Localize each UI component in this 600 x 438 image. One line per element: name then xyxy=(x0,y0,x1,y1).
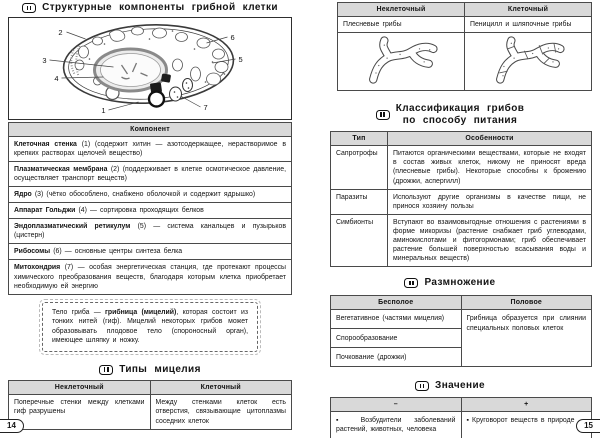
table-row xyxy=(331,309,592,328)
label-4: 4 xyxy=(54,73,59,83)
label-3: 3 xyxy=(42,55,47,65)
label-6: 6 xyxy=(230,32,235,42)
component-term: Митохондрия xyxy=(14,264,61,272)
saprotrophs-details: Питаются органическими веществами, которые не входят в состав живых клеток, никому не приносят вреда (плесневые грибы). Некоторые способны к брожению (дрожжи, аспергилл) xyxy=(388,146,592,189)
asexual-sporulation: Спорообразование xyxy=(331,329,462,348)
type-saprotrophs: Сапротрофы xyxy=(331,146,388,189)
col-asexual: Бесполое xyxy=(331,295,462,309)
hypha-nonseptate-illustration xyxy=(345,35,457,85)
negative-significance: ▪ Возбудители заболеваний растений, животных, человека xyxy=(331,411,462,438)
component-term: Клеточная стенка xyxy=(14,140,77,148)
cellular-example: Пеницилл и шляпочные грибы xyxy=(465,17,592,33)
table-row xyxy=(338,33,592,91)
type-parasites: Паразиты xyxy=(331,189,388,214)
noncellular-example: Плесневые грибы xyxy=(338,17,465,33)
label-5: 5 xyxy=(238,54,243,64)
table-row xyxy=(331,146,592,189)
table-header-row xyxy=(331,397,592,411)
table-row xyxy=(9,395,292,429)
note-text: , которая состоит из тонких нитей (гиф). Мицелий некоторых грибов может образовывать плодовое тело (спороносный орган), имеющее шляпку и ножку. xyxy=(52,308,249,345)
symbionts-details: Вступают во взаимовыгодные отношения с растениями в форме микоризы (растение снабжает гриб углеводами, аминокислотами и фитогормонами; гриб обеспечивает растение большей поверхностью всасывания воды и минеральных веществ) xyxy=(388,214,592,267)
section-title: Размножение xyxy=(424,277,496,289)
section-marker-icon xyxy=(415,381,429,391)
table-row xyxy=(331,189,592,214)
page-right xyxy=(300,0,600,438)
section-title-line1: Классификация грибов xyxy=(395,103,525,115)
table-header-row xyxy=(331,132,592,146)
table-header-row xyxy=(9,122,292,136)
components-header: Компонент xyxy=(9,122,292,136)
col-noncellular: Неклеточный xyxy=(338,3,465,17)
section-title: Типы мицелия xyxy=(119,363,201,375)
component-desc: (6) — основные центры синтеза белка xyxy=(50,248,183,256)
page-title: Структурные компоненты грибной клетки xyxy=(42,2,278,13)
section-marker-icon xyxy=(99,365,113,375)
component-term: Аппарат Гольджи xyxy=(14,207,76,215)
section-heading-mycelium-types xyxy=(8,364,292,376)
cellular-hypha-drawing xyxy=(465,33,592,91)
section-marker-icon xyxy=(404,278,418,288)
component-term: Рибосомы xyxy=(14,248,51,256)
hypha-septate-illustration xyxy=(472,35,584,85)
note-text: Тело гриба — xyxy=(52,308,106,316)
col-noncellular: Неклеточный xyxy=(9,381,151,395)
component-desc: (2) (поддерживает в клетке осмотическое давление, осуществляет транспорт веществ) xyxy=(14,165,287,182)
table-header-row xyxy=(331,295,592,309)
component-desc: (1) (содержит хитин — азотсодержащее, нерастворимое в крепких растворах щелочей вещество) xyxy=(14,140,286,157)
section-title: Значение xyxy=(435,380,485,392)
table-row xyxy=(9,244,292,260)
parasites-details: Используют другие организмы в качестве пищи, не принося хозяину пользы xyxy=(388,189,592,214)
col-features: Особенности xyxy=(388,132,592,146)
section-heading-significance xyxy=(308,380,592,392)
positive-significance: ▪ Круговорот веществ в природе xyxy=(461,411,592,438)
component-desc: (4) — сортировка проходящих белков xyxy=(75,207,204,215)
reproduction-table xyxy=(330,295,592,367)
col-negative: – xyxy=(331,397,462,411)
label-2: 2 xyxy=(58,27,63,37)
table-header-row xyxy=(9,381,292,395)
mycelium-types-table-left xyxy=(8,380,292,429)
noncellular-cell: Поперечные стенки между клетками гиф разрушены xyxy=(9,395,151,429)
table-row xyxy=(9,186,292,202)
section-heading-classification xyxy=(308,103,592,126)
table-row xyxy=(9,219,292,244)
note-bold: грибница (мицелий) xyxy=(105,308,177,316)
section-heading-reproduction xyxy=(308,277,592,289)
classification-table xyxy=(330,131,592,267)
section-marker-icon xyxy=(376,110,390,120)
col-cellular: Клеточный xyxy=(465,3,592,17)
fungal-cell-diagram xyxy=(9,18,291,119)
component-term: Эндоплазматический ретикулум xyxy=(14,223,131,231)
component-term: Ядро xyxy=(14,190,32,198)
table-row xyxy=(9,161,292,186)
table-row xyxy=(9,203,292,219)
page-number-left: 14 xyxy=(0,419,24,433)
table-row xyxy=(9,136,292,161)
cellular-cell: Между стенками клеток есть отверстия, связывающие цитоплазмы соседних клеток xyxy=(150,395,292,429)
asexual-budding: Почкование (дрожжи) xyxy=(331,348,462,367)
sexual-description: Грибница образуется при слиянии специальных половых клеток xyxy=(461,309,592,366)
component-desc: (7) — особая энергетическая станция, где протекают процессы химического преобразования веществ, благодаря которым клетка приобретает необходимую ей энергию xyxy=(14,264,286,290)
col-cellular: Клеточный xyxy=(150,381,292,395)
col-type: Тип xyxy=(331,132,388,146)
section-title-line2: по способу питания xyxy=(402,114,518,126)
section-marker-icon xyxy=(22,3,36,13)
col-positive: + xyxy=(461,397,592,411)
significance-table xyxy=(330,397,592,438)
table-row xyxy=(338,17,592,33)
col-sexual: Половое xyxy=(461,295,592,309)
table-row xyxy=(331,214,592,267)
asexual-vegetative: Вегетативное (частями мицелия) xyxy=(331,309,462,328)
table-row xyxy=(331,411,592,438)
fungal-cell-diagram-frame xyxy=(8,17,292,120)
mycelium-types-table-right xyxy=(337,2,592,91)
component-desc: (5) — система канальцев и пузырьков (цистерн) xyxy=(14,223,286,240)
label-1: 1 xyxy=(101,105,106,115)
noncellular-hypha-drawing xyxy=(338,33,465,91)
component-term: Плазматическая мембрана xyxy=(14,165,108,173)
section-heading-cell-components xyxy=(8,2,292,14)
page-number-right: 15 xyxy=(576,419,600,433)
type-symbionts: Симбионты xyxy=(331,214,388,267)
table-row xyxy=(9,260,292,294)
table-header-row xyxy=(338,3,592,17)
mycelium-note xyxy=(42,302,258,352)
component-desc: (3) (чётко обособлено, снабжено оболочкой и содержит ядрышко) xyxy=(31,190,256,198)
label-7: 7 xyxy=(203,102,208,112)
components-table xyxy=(8,122,292,295)
